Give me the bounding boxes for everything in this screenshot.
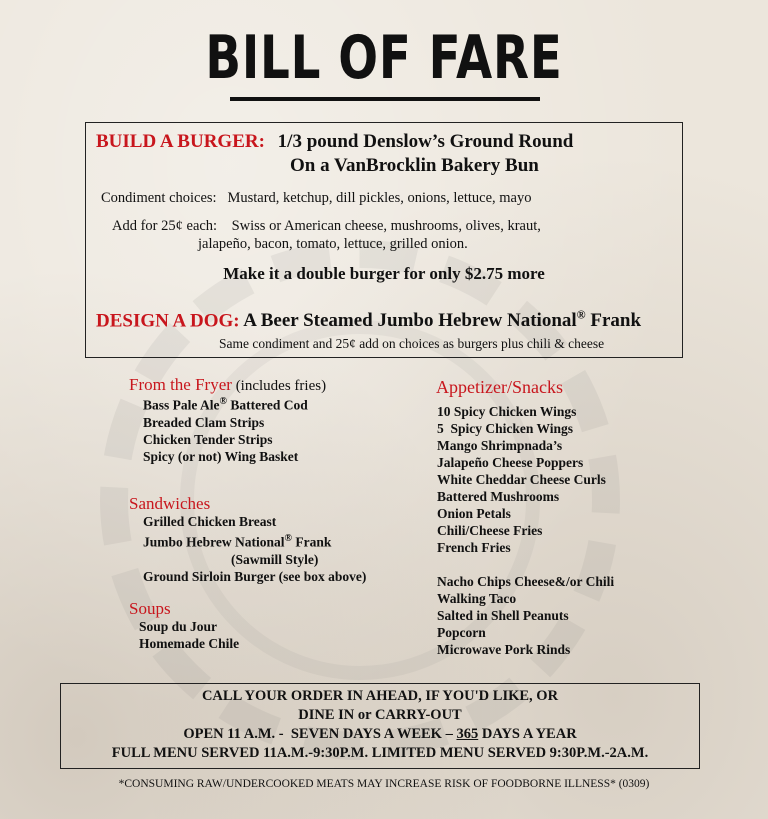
list-item: Walking Taco: [437, 591, 517, 606]
fryer-section: [129, 375, 326, 395]
info-line1: CALL YOUR ORDER IN AHEAD, IF YOU'D LIKE, OR: [201, 688, 559, 704]
fryer-list: [143, 393, 308, 465]
info-line4: FULL MENU SERVED 11A.M.-9:30P.M. LIMITED MENU SERVED 9:30P.M.-2A.M.: [111, 745, 649, 761]
sandwich-item-label-cont: Frank: [292, 534, 332, 550]
sandwich-item-label: Jumbo Hebrew National: [143, 534, 285, 550]
list-item: White Cheddar Cheese Curls: [437, 472, 606, 487]
list-item: Chicken Tender Strips: [143, 431, 273, 447]
list-item: Ground Sirloin Burger (see box above): [143, 568, 367, 584]
dog-section: [96, 308, 641, 332]
days-count: 365: [456, 726, 479, 742]
list-item: Nacho Chips Cheese&/or Chili: [437, 574, 615, 589]
fryer-item-label: Bass Pale Ale: [143, 397, 220, 413]
addon-line1: Add for 25¢ each: Swiss or American cheese, mushrooms, olives, kraut,: [112, 218, 541, 234]
list-item: [143, 393, 308, 414]
list-item: Battered Mushrooms: [437, 489, 560, 504]
fryer-subnote: (includes fries): [231, 378, 327, 394]
burger-line1: 1/3 pound Denslow’s Ground Round: [277, 131, 574, 152]
fryer-heading: From the Fryer: [129, 375, 232, 394]
list-item: [143, 530, 366, 551]
title-underline: [230, 97, 540, 101]
burger-heading: BUILD A BURGER:: [96, 131, 265, 152]
page-title: BILL OF FARE: [205, 23, 563, 93]
fryer-item-label-cont: Battered Cod: [226, 397, 308, 413]
info-line2: DINE IN or CARRY-OUT: [298, 707, 462, 723]
condiment-choices: Condiment choices: Mustard, ketchup, dill pickles, onions, lettuce, mayo: [101, 190, 532, 206]
dog-heading: DESIGN A DOG:: [96, 310, 240, 332]
hours-text: OPEN 11 A.M. - SEVEN DAYS A WEEK –: [183, 726, 457, 742]
info-line3: [60, 726, 700, 743]
list-item-note: (Sawmill Style): [231, 551, 319, 567]
list-item: Onion Petals: [437, 506, 511, 521]
burger-section: [96, 131, 573, 153]
list-item: Popcorn: [437, 625, 486, 640]
hours-text-cont: DAYS A YEAR: [478, 726, 577, 742]
list-item: Salted in Shell Peanuts: [437, 608, 569, 623]
soups-list: [139, 618, 239, 652]
addon-line2: jalapeño, bacon, tomato, lettuce, grilled onion.: [198, 236, 468, 252]
double-burger-offer: Make it a double burger for only $2.75 more: [223, 264, 545, 283]
registered-mark: ®: [284, 533, 292, 544]
list-item: Chili/Cheese Fries: [437, 523, 543, 538]
registered-mark: ®: [576, 308, 586, 322]
burger-line2: On a VanBrocklin Bakery Bun: [290, 155, 539, 176]
list-item: Grilled Chicken Breast: [143, 514, 277, 529]
appetizers-list: [437, 403, 606, 556]
appetizers-heading: Appetizer/Snacks: [436, 377, 563, 397]
list-item: French Fries: [437, 540, 511, 555]
sandwiches-heading: Sandwiches: [129, 494, 211, 513]
footnote: *CONSUMING RAW/UNDERCOOKED MEATS MAY INCREASE RISK OF FOODBORNE ILLNESS* (0309): [118, 778, 650, 790]
list-item: Soup du Jour: [139, 619, 218, 634]
dog-desc: [243, 310, 641, 331]
dog-desc-frank: Frank: [585, 310, 642, 332]
sandwiches-list: [143, 513, 366, 585]
snacks-list: [437, 573, 614, 658]
list-item: Breaded Clam Strips: [143, 414, 265, 430]
list-item: Jalapeño Cheese Poppers: [437, 455, 584, 470]
dog-note: Same condiment and 25¢ add on choices as burgers plus chili & cheese: [219, 336, 605, 351]
dog-desc-text: A Beer Steamed Jumbo Hebrew National: [243, 310, 577, 332]
list-item: Homemade Chile: [139, 636, 240, 651]
list-item: 5 Spicy Chicken Wings: [437, 421, 574, 436]
list-item: 10 Spicy Chicken Wings: [437, 404, 577, 419]
soups-heading: Soups: [129, 599, 171, 618]
registered-mark: ®: [219, 396, 227, 407]
list-item: Mango Shrimpnada’s: [437, 438, 563, 453]
list-item: Spicy (or not) Wing Basket: [143, 448, 299, 464]
list-item: Microwave Pork Rinds: [437, 642, 571, 657]
